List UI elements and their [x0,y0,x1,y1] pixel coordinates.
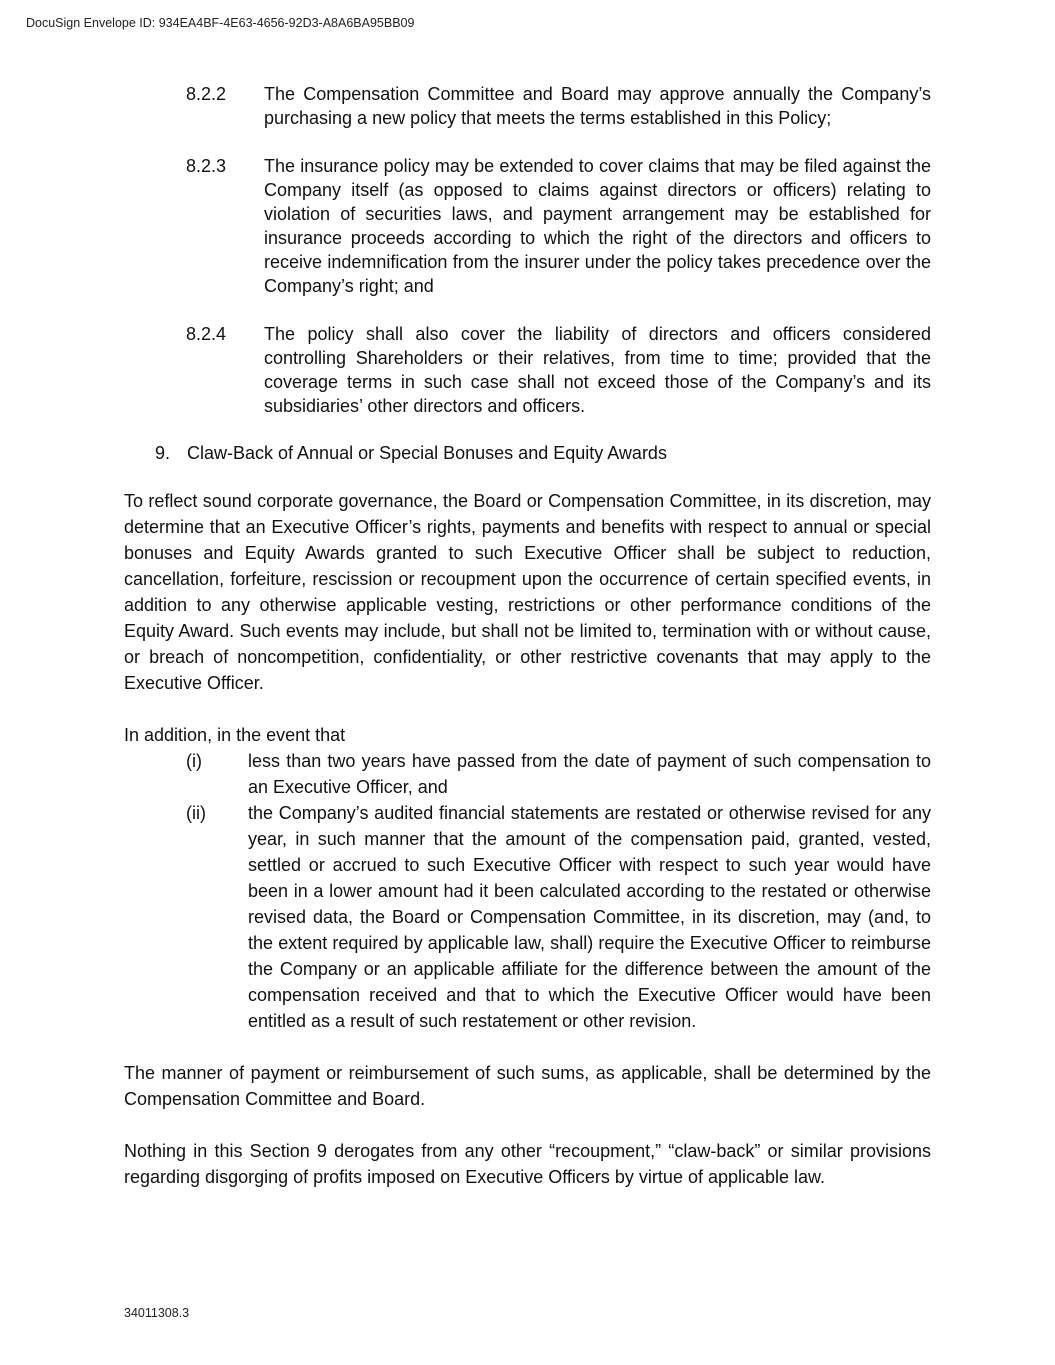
document-body [124,82,931,1190]
clause-8-2-4 [186,322,931,418]
subitem-i [186,748,931,800]
clause-text: The Compensation Committee and Board may approve annually the Company’s purchasing a new policy that meets the terms established in this Policy; [264,84,931,128]
clause-text: The policy shall also cover the liability of directors and officers considered controlling Shareholders or their relatives, from time to time; provided that the coverage terms in such case shall not exceed those of the Company’s and its subsidiaries’ other directors and officers. [264,324,931,416]
clawback-paragraph: To reflect sound corporate governance, the Board or Compensation Committee, in its discretion, may determine that an Executive Officer’s rights, payments and benefits with respect to annual or special bonuses and Equity Awards granted to such Executive Officer shall be subject to reduction, cancellation, forfeiture, rescission or recoupment upon the occurrence of certain specified events, in addition to any otherwise applicable vesting, restrictions or other performance conditions of the Equity Award. Such events may include, but shall not be limited to, termination with or without cause, or breach of noncompetition, confidentiality, or other restrictive covenants that may apply to the Executive Officer. [124,491,931,693]
section-title: Claw-Back of Annual or Special Bonuses and Equity Awards [187,443,667,463]
nothing-derogates-paragraph: Nothing in this Section 9 derogates from any other “recoupment,” “claw-back” or similar provisions regarding disgorging of profits imposed on Executive Officers by virtue of applicable law. [124,1141,931,1187]
section-number: 9. [155,443,171,463]
clause-number: 8.2.2 [186,84,227,104]
clause-text: The insurance policy may be extended to cover claims that may be filed against the Company itself (as opposed to claims against directors or officers) relating to violation of securities laws, and payment arrangement may be established for insurance proceeds according to which the right of the directors and officers to receive indemnification from the insurer under the policy takes precedence over the Company’s right; and [264,156,931,296]
subitem-text: the Company’s audited financial statements are restated or otherwise revised for any year, in such manner that the amount of the compensation paid, granted, vested, settled or accrued to such Executive Officer with respect to such year would have been in a lower amount had it been calculated according to the restated or otherwise revised data, the Board or Compensation Committee, in its discretion, may (and, to the extent required by applicable law, shall) require the Executive Officer to reimburse the Company or an applicable affiliate for the difference between the amount of the compensation received and that to which the Executive Officer would have been entitled as a result of such restatement or other revision. [248,803,931,1031]
clause-number: 8.2.3 [186,156,227,176]
subitem-ii [186,800,931,1034]
in-addition-paragraph: In addition, in the event that [124,725,346,745]
section-9-heading [155,440,931,466]
subitem-number: (ii) [186,803,206,823]
clause-8-2-2 [186,82,931,130]
subitem-text: less than two years have passed from the date of payment of such compensation to an Executive Officer, and [248,751,931,797]
clause-number: 8.2.4 [186,324,227,344]
clause-8-2-3 [186,154,931,298]
subitem-number: (i) [186,751,202,771]
docusign-envelope-id: DocuSign Envelope ID: 934EA4BF-4E63-4656-92D3-A8A6BA95BB09 [26,16,415,30]
manner-of-payment-paragraph: The manner of payment or reimbursement of such sums, as applicable, shall be determined by the Compensation Committee and Board. [124,1063,931,1109]
document-number: 34011308.3 [124,1306,190,1320]
